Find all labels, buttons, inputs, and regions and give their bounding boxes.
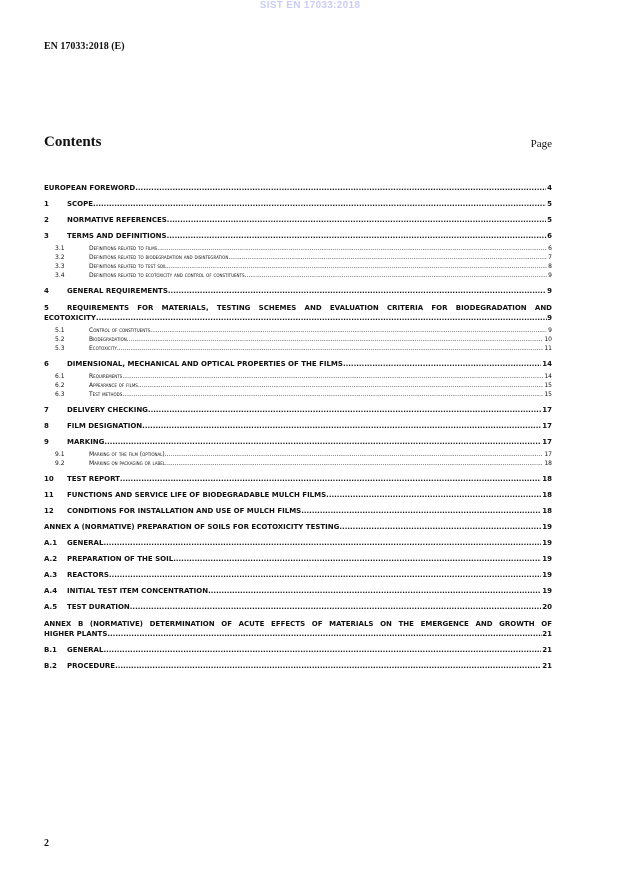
toc-subentry[interactable]	[44, 344, 552, 353]
dot-leader	[150, 326, 547, 335]
toc-entry-number: 3	[44, 232, 49, 240]
toc-entry-number: 6	[44, 360, 49, 368]
toc-entry[interactable]	[44, 571, 552, 580]
toc-entry-page: 18	[542, 507, 552, 515]
toc-entry[interactable]	[44, 507, 552, 516]
toc-subentry[interactable]	[44, 271, 552, 280]
toc-entry-page: 14	[544, 373, 552, 380]
toc-entry[interactable]	[44, 555, 552, 564]
dot-leader	[103, 646, 541, 655]
toc-subentry[interactable]	[44, 372, 552, 381]
toc-entry-title: ANNEX A (NORMATIVE) PREPARATION OF SOILS FOR ECOTOXICITY TESTING	[44, 523, 340, 531]
toc-entry-title: EUROPEAN FOREWORD	[44, 184, 136, 192]
toc-entry-title: Definitions related to biodegradation and disintegration	[89, 254, 229, 261]
toc-entry[interactable]	[44, 422, 552, 431]
dot-leader	[326, 491, 541, 500]
toc-entry-page: 18	[542, 475, 552, 483]
dot-leader	[343, 360, 541, 369]
toc-entry-page: 20	[542, 603, 552, 611]
toc-entry-title: FUNCTIONS AND SERVICE LIFE OF BIODEGRADABLE MULCH FILMS	[67, 491, 327, 499]
toc-entry[interactable]	[44, 360, 552, 369]
toc-entry-page: 5	[547, 200, 552, 208]
toc-entry-number: A.2	[44, 555, 58, 563]
dot-leader	[168, 287, 546, 296]
dot-leader	[120, 475, 541, 484]
toc-entry-page: 9	[548, 327, 552, 334]
dot-leader	[135, 184, 546, 193]
toc-entry-title: REACTORS	[67, 571, 109, 579]
toc-entry-title: Definitions related to films	[89, 245, 158, 252]
toc-entry-number: A.4	[44, 587, 58, 595]
dot-leader	[245, 271, 548, 280]
toc-subentry[interactable]	[44, 390, 552, 399]
toc-entry-page: 17	[544, 451, 552, 458]
toc-entry-number: 7	[44, 406, 49, 414]
toc-entry-number: 9	[44, 438, 49, 446]
toc-entry-page: 15	[544, 382, 552, 389]
toc-entry-page: 5	[547, 216, 552, 224]
toc-entry[interactable]	[44, 200, 552, 209]
dot-leader	[103, 539, 541, 548]
toc-entry[interactable]	[44, 603, 552, 612]
toc-entry-number: 5.2	[55, 336, 65, 343]
toc-entry-title: Control of constituents	[89, 327, 151, 334]
dot-leader	[138, 381, 544, 390]
toc-entry-number: A.5	[44, 603, 58, 611]
toc-entry-number: 6.1	[55, 373, 65, 380]
toc-entry-page: 21	[542, 630, 552, 638]
toc-entry-title: MARKING	[67, 438, 105, 446]
toc-entry-page: 18	[542, 491, 552, 499]
dot-leader	[107, 629, 542, 639]
toc-entry-title-line1	[44, 303, 552, 313]
toc-entry-page: 17	[542, 438, 552, 446]
dot-leader	[127, 335, 544, 344]
toc-entry-number: 11	[44, 491, 54, 499]
dot-leader	[208, 587, 541, 596]
toc-entry-title: GENERAL	[67, 646, 104, 654]
toc-entry-title: Definitions related to test soil	[89, 263, 167, 270]
toc-entry[interactable]	[44, 662, 552, 671]
toc-entry-page: 19	[542, 523, 552, 531]
toc-entry-number: B.2	[44, 662, 57, 670]
toc-entry-number: B.1	[44, 646, 57, 654]
dot-leader	[228, 253, 547, 262]
toc-entry-title: Requirements	[89, 373, 123, 380]
toc-entry-page: 6	[547, 232, 552, 240]
dot-leader	[122, 372, 543, 381]
toc-entry-title: REQUIREMENTS FOR MATERIALS, TESTING SCHEMES AND EVALUATION CRITERIA FOR BIODEGRADATION AND	[67, 304, 552, 312]
toc-entry-number: 3.2	[55, 254, 65, 261]
dot-leader	[157, 244, 547, 253]
dot-leader	[93, 200, 546, 209]
toc-subentry[interactable]	[44, 450, 552, 459]
toc-entry-number: 9.1	[55, 451, 65, 458]
toc-entry[interactable]	[44, 587, 552, 596]
dot-leader	[104, 438, 541, 447]
toc-entry[interactable]	[44, 619, 552, 639]
toc-entry[interactable]	[44, 184, 552, 193]
toc-entry-title: NORMATIVE REFERENCES	[67, 216, 167, 224]
toc-entry-title: Marking of the film (optional)	[89, 451, 165, 458]
toc-entry[interactable]	[44, 438, 552, 447]
toc-entry-title: DELIVERY CHECKING	[67, 406, 148, 414]
toc-entry-number: 9.2	[55, 460, 65, 467]
toc-entry-title: Biodegradation	[89, 336, 127, 343]
dot-leader	[339, 523, 541, 532]
toc-entry[interactable]	[44, 287, 552, 296]
toc-entry-title: CONDITIONS FOR INSTALLATION AND USE OF MULCH FILMS	[67, 507, 302, 515]
toc-entry-page: 6	[548, 245, 552, 252]
dot-leader	[165, 459, 543, 468]
dot-leader	[142, 422, 541, 431]
toc-entry-title: Marking on packaging or label	[89, 460, 166, 467]
toc-entry-number: 3.1	[55, 245, 65, 252]
toc-entry-number: 5.3	[55, 345, 65, 352]
toc-entry-page: 8	[548, 263, 552, 270]
watermark: SIST EN 17033:2018	[259, 0, 361, 11]
toc-entry[interactable]	[44, 216, 552, 225]
toc-entry-page: 9	[547, 314, 552, 322]
toc-entry-title: Appearance of films	[89, 382, 138, 389]
toc-entry[interactable]	[44, 523, 552, 532]
toc-entry-page: 19	[542, 571, 552, 579]
toc-subentry[interactable]	[44, 244, 552, 253]
toc-entry-number: 2	[44, 216, 49, 224]
toc-entry-page: 21	[542, 646, 552, 654]
toc-entry-page: 17	[542, 422, 552, 430]
dot-leader	[167, 216, 546, 225]
toc-entry-number: 6.2	[55, 382, 65, 389]
toc-entry-title-line1	[44, 619, 552, 629]
toc-entry-page: 7	[548, 254, 552, 261]
document-id: EN 17033:2018 (E)	[44, 41, 125, 52]
dot-leader	[122, 390, 543, 399]
toc-entry-title-line2: HIGHER PLANTS	[44, 630, 108, 638]
toc-entry-title: DIMENSIONAL, MECHANICAL AND OPTICAL PROPERTIES OF THE FILMS	[67, 360, 343, 368]
contents-heading: Contents	[44, 134, 102, 150]
toc-entry-number: 3.3	[55, 263, 65, 270]
dot-leader	[165, 450, 544, 459]
toc-entry-page: 10	[544, 336, 552, 343]
toc-entry-title: TERMS AND DEFINITIONS	[67, 232, 167, 240]
toc-entry-number: 3.4	[55, 272, 65, 279]
toc-entry-title: PREPARATION OF THE SOIL	[67, 555, 174, 563]
toc-subentry[interactable]	[44, 381, 552, 390]
dot-leader	[166, 262, 547, 271]
toc-entry-page: 18	[544, 460, 552, 467]
toc-entry-title: TEST DURATION	[67, 603, 130, 611]
toc-entry-page: 4	[547, 184, 552, 192]
toc-subentry[interactable]	[44, 335, 552, 344]
toc-entry-number: 8	[44, 422, 49, 430]
dot-leader	[130, 603, 541, 612]
toc-entry-title: Definitions related to ecotoxicity and control of constituents	[89, 272, 245, 279]
toc-entry-page: 19	[542, 587, 552, 595]
toc-entry-page: 21	[542, 662, 552, 670]
toc-entry-page: 17	[542, 406, 552, 414]
toc-entry-number: A.3	[44, 571, 58, 579]
toc-entry-title: FILM DESIGNATION	[67, 422, 143, 430]
toc-entry-number: 5.1	[55, 327, 65, 334]
toc-entry-title: PROCEDURE	[67, 662, 116, 670]
toc-entry[interactable]	[44, 491, 552, 500]
toc-entry[interactable]	[44, 539, 552, 548]
toc-subentry[interactable]	[44, 253, 552, 262]
toc-entry-page: 9	[547, 287, 552, 295]
toc-entry-page: 19	[542, 555, 552, 563]
dot-leader	[109, 571, 541, 580]
toc-entry-title: SCOPE	[67, 200, 94, 208]
toc-entry-number: 6.3	[55, 391, 65, 398]
toc-entry-page: 9	[548, 272, 552, 279]
toc-entry-number: 10	[44, 475, 54, 483]
toc-entry-number: 5	[44, 304, 49, 312]
table-of-contents	[44, 184, 552, 674]
dot-leader	[301, 507, 541, 516]
toc-entry-number: A.1	[44, 539, 58, 547]
dot-leader	[167, 232, 547, 241]
toc-entry[interactable]	[44, 232, 552, 241]
toc-entry-number: 4	[44, 287, 49, 295]
toc-entry-title-line2: ECOTOXICITY	[44, 314, 96, 322]
toc-entry-title: Test methods	[89, 391, 123, 398]
toc-entry[interactable]	[44, 646, 552, 655]
dot-leader	[96, 313, 547, 323]
toc-entry-title: TEST REPORT	[67, 475, 120, 483]
toc-entry-title: Ecotoxicity	[89, 345, 117, 352]
page-column-label: Page	[530, 138, 552, 150]
dot-leader	[173, 555, 541, 564]
toc-entry-page: 14	[542, 360, 552, 368]
toc-entry-number: 1	[44, 200, 49, 208]
toc-entry-title: GENERAL	[67, 539, 104, 547]
toc-entry-number: 12	[44, 507, 54, 515]
toc-entry-page: 15	[544, 391, 552, 398]
toc-entry-title: INITIAL TEST ITEM CONCENTRATION	[67, 587, 209, 595]
toc-subentry[interactable]	[44, 262, 552, 271]
toc-entry[interactable]	[44, 475, 552, 484]
toc-entry-title: GENERAL REQUIREMENTS	[67, 287, 168, 295]
toc-entry[interactable]	[44, 406, 552, 415]
toc-entry-title: ANNEX B (NORMATIVE) DETERMINATION OF ACUTE EFFECTS OF MATERIALS ON THE EMERGENCE AND GROWTH OF	[44, 620, 552, 628]
toc-subentry[interactable]	[44, 459, 552, 468]
toc-entry-page: 19	[542, 539, 552, 547]
page-number: 2	[44, 838, 49, 849]
dot-leader	[115, 662, 541, 671]
dot-leader	[117, 344, 544, 353]
dot-leader	[148, 406, 541, 415]
toc-entry[interactable]	[44, 303, 552, 323]
toc-entry-page: 11	[544, 345, 552, 352]
toc-subentry[interactable]	[44, 326, 552, 335]
